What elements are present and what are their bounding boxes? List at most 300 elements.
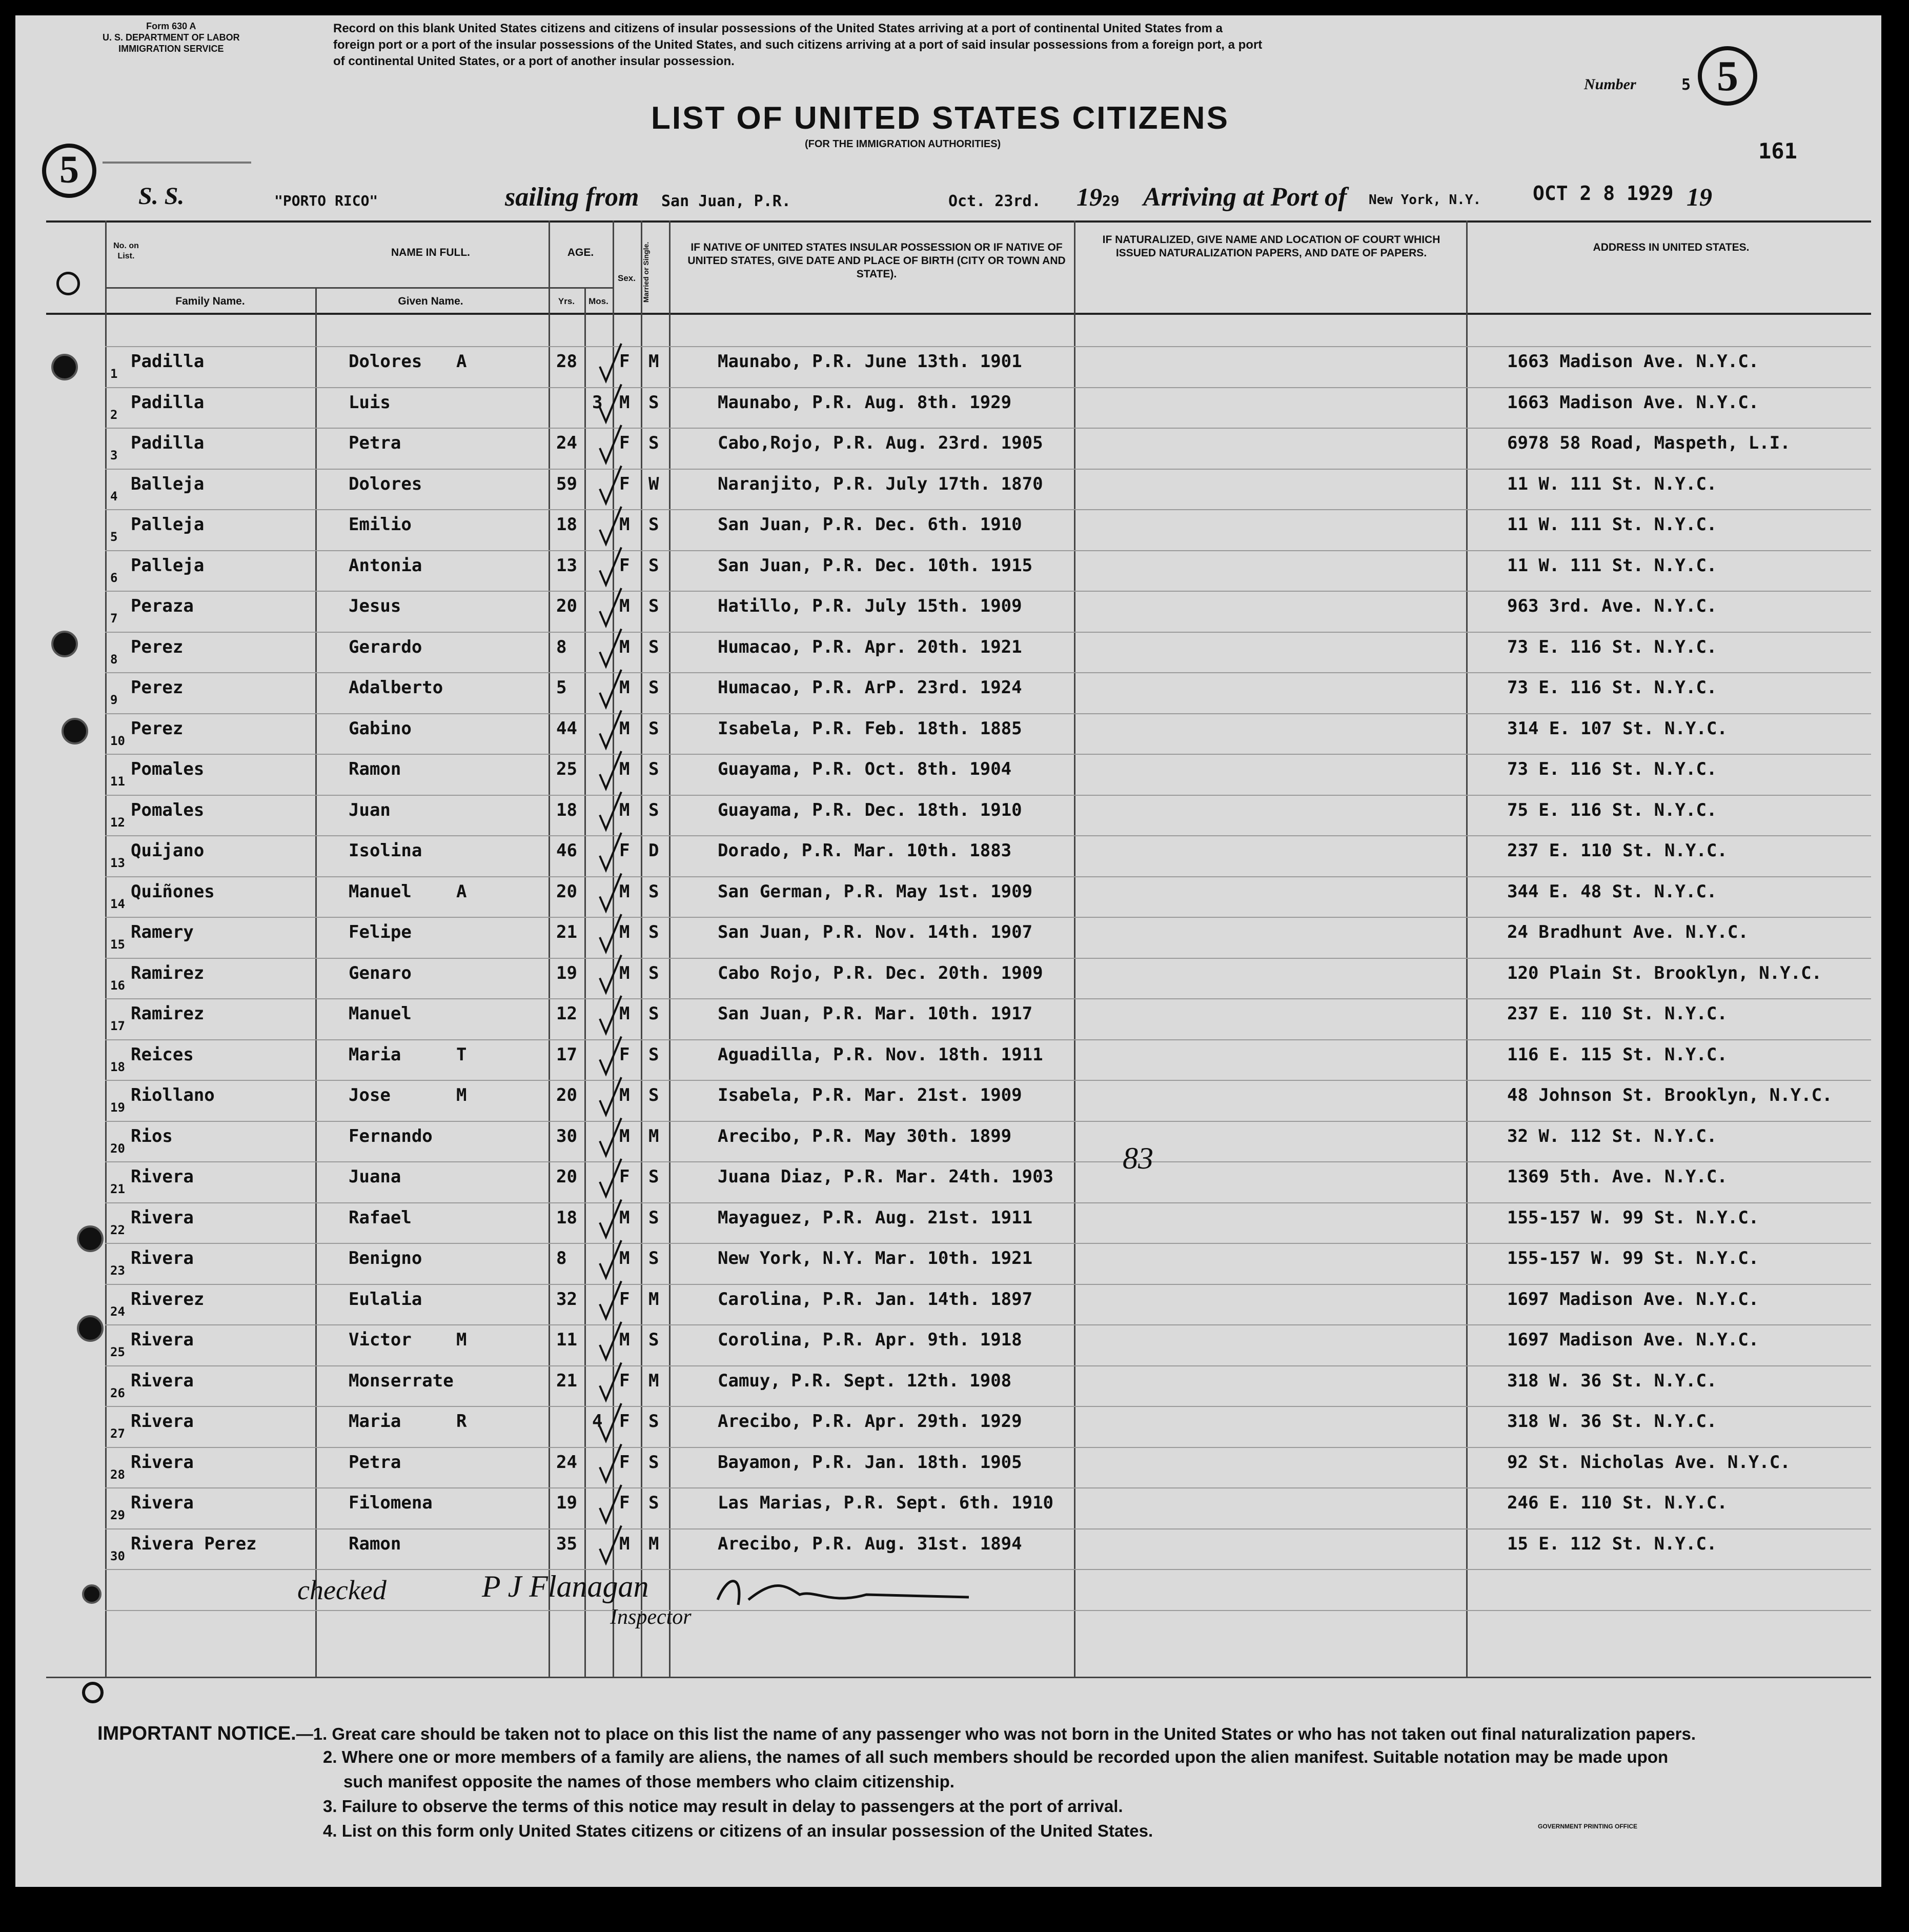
given-name: Luis — [349, 392, 391, 413]
marital-status: S — [648, 392, 659, 413]
marital-status: M — [648, 1370, 659, 1391]
given-name: Juana — [349, 1166, 401, 1187]
us-address: 237 E. 110 St. N.Y.C. — [1507, 840, 1728, 861]
sex-value: F — [619, 351, 630, 372]
inspector-signature: P J Flanagan — [482, 1569, 649, 1603]
age-years: 5 — [556, 677, 567, 698]
marital-status: W — [648, 473, 659, 494]
sailing-date: Oct. 23rd. — [948, 192, 1041, 210]
birth-details: Arecibo, P.R. Aug. 31st. 1894 — [718, 1533, 1022, 1554]
check-mark — [600, 711, 621, 748]
us-address: 318 W. 36 St. N.Y.C. — [1507, 1370, 1717, 1391]
name-initial: R — [456, 1411, 467, 1432]
check-mark — [600, 548, 621, 585]
check-mark — [600, 629, 621, 667]
age-years: 18 — [556, 1207, 577, 1228]
check-mark — [600, 1159, 621, 1196]
check-mark — [600, 466, 621, 504]
check-mark — [600, 1240, 621, 1278]
check-mark — [600, 588, 621, 626]
check-mark — [600, 1526, 621, 1563]
sex-value: M — [619, 514, 630, 535]
check-mark — [600, 833, 621, 870]
sex-value: M — [619, 677, 630, 698]
row-number: 7 — [110, 611, 118, 626]
birth-details: Corolina, P.R. Apr. 9th. 1918 — [718, 1330, 1022, 1350]
birth-details: Guayama, P.R. Dec. 18th. 1910 — [718, 799, 1022, 820]
marital-status: M — [648, 1125, 659, 1146]
inspector-title: Inspector — [610, 1605, 692, 1629]
age-years: 24 — [556, 1452, 577, 1473]
birth-details: New York, N.Y. Mar. 10th. 1921 — [718, 1248, 1033, 1269]
given-name: Juan — [349, 799, 391, 820]
row-number: 28 — [110, 1467, 125, 1482]
check-mark — [600, 425, 621, 462]
marital-status: S — [648, 922, 659, 942]
birth-details: San Juan, P.R. Nov. 14th. 1907 — [718, 922, 1033, 942]
given-name: Ramon — [349, 1533, 401, 1554]
sex-value: F — [619, 1493, 630, 1513]
age-years: 24 — [556, 433, 577, 453]
sex-value: F — [619, 555, 630, 576]
age-years: 44 — [556, 718, 577, 739]
notice-line-5: 4. List on this form only United States citizens or citizens of an insular possession of the United States. — [323, 1821, 1153, 1840]
sex-value: F — [619, 1452, 630, 1473]
age-years: 18 — [556, 799, 577, 820]
given-name: Benigno — [349, 1248, 422, 1269]
given-name: Rafael — [349, 1207, 412, 1228]
given-name: Jesus — [349, 596, 401, 616]
us-address: 15 E. 112 St. N.Y.C. — [1507, 1533, 1717, 1554]
marital-status: S — [648, 1248, 659, 1269]
check-mark — [600, 1118, 621, 1156]
us-address: 73 E. 116 St. N.Y.C. — [1507, 759, 1717, 779]
family-name: Padilla — [131, 392, 205, 413]
marital-status: S — [648, 1044, 659, 1065]
row-number: 23 — [110, 1263, 125, 1278]
manifest-sheet — [15, 15, 1881, 1887]
us-address: 32 W. 112 St. N.Y.C. — [1507, 1125, 1717, 1146]
family-name: Padilla — [131, 351, 205, 372]
sex-value: M — [619, 636, 630, 657]
check-mark — [600, 996, 621, 1033]
given-name: Emilio — [349, 514, 412, 535]
given-name: Manuel — [349, 1003, 412, 1024]
marital-status: M — [648, 351, 659, 372]
family-name: Pomales — [131, 799, 205, 820]
name-initial: M — [456, 1330, 467, 1350]
us-address: 120 Plain St. Brooklyn, N.Y.C. — [1507, 962, 1822, 983]
age-years: 13 — [556, 555, 577, 576]
family-name: Ramirez — [131, 962, 205, 983]
column-header-age: AGE. — [567, 247, 594, 258]
page-number: 161 — [1758, 138, 1797, 164]
row-number: 14 — [110, 896, 125, 911]
age-years: 17 — [556, 1044, 577, 1065]
row-number: 2 — [110, 407, 118, 422]
family-name: Ramirez — [131, 1003, 205, 1024]
age-years: 20 — [556, 1085, 577, 1105]
family-name: Rivera — [131, 1452, 194, 1473]
name-initial: T — [456, 1044, 467, 1065]
age-years: 19 — [556, 1493, 577, 1513]
age-years: 21 — [556, 1370, 577, 1391]
age-years: 20 — [556, 596, 577, 616]
family-name: Rivera — [131, 1330, 194, 1350]
check-mark — [600, 751, 621, 789]
family-name: Pomales — [131, 759, 205, 779]
family-name: Rios — [131, 1125, 173, 1146]
sex-value: M — [619, 1207, 630, 1228]
marital-status: S — [648, 1493, 659, 1513]
age-years: 19 — [556, 962, 577, 983]
family-name: Palleja — [131, 514, 205, 535]
row-number: 27 — [110, 1426, 125, 1441]
column-header-years: Yrs. — [558, 296, 575, 306]
birth-details: San Juan, P.R. Dec. 10th. 1915 — [718, 555, 1033, 576]
checked-annotation: checked — [297, 1575, 387, 1605]
column-header-naturalized: IF NATURALIZED, GIVE NAME AND LOCATION OF COURT WHICH ISSUED NATURALIZATION PAPERS, AND DATE OF PAPERS. — [1102, 234, 1440, 259]
department-name: U. S. DEPARTMENT OF LABOR — [103, 32, 240, 43]
ship-prefix: S. S. — [138, 183, 185, 210]
column-header-given-name: Given Name. — [398, 295, 463, 307]
given-name: Jose — [349, 1085, 391, 1105]
ship-name: "PORTO RICO" — [274, 192, 378, 209]
sex-value: M — [619, 1248, 630, 1269]
us-address: 314 E. 107 St. N.Y.C. — [1507, 718, 1728, 739]
family-name: Rivera — [131, 1411, 194, 1432]
family-name: Ramery — [131, 922, 194, 942]
marital-status: S — [648, 1207, 659, 1228]
us-address: 73 E. 116 St. N.Y.C. — [1507, 677, 1717, 698]
punch-hole — [77, 1225, 104, 1252]
birth-details: Juana Diaz, P.R. Mar. 24th. 1903 — [718, 1166, 1054, 1187]
punch-hole — [62, 718, 88, 744]
birth-details: San German, P.R. May 1st. 1909 — [718, 881, 1033, 902]
sex-value: F — [619, 473, 630, 494]
number-label: Number — [1584, 76, 1636, 93]
check-mark — [600, 507, 621, 544]
row-number: 6 — [110, 570, 118, 585]
row-number: 22 — [110, 1222, 125, 1237]
us-address: 1697 Madison Ave. N.Y.C. — [1507, 1330, 1759, 1350]
marital-status: M — [648, 1533, 659, 1554]
birth-details: Maunabo, P.R. Aug. 8th. 1929 — [718, 392, 1012, 413]
birth-details: Arecibo, P.R. May 30th. 1899 — [718, 1125, 1012, 1146]
marital-status: S — [648, 881, 659, 902]
age-years: 8 — [556, 636, 567, 657]
given-name: Petra — [349, 1452, 401, 1473]
marital-status: S — [648, 596, 659, 616]
birth-details: Guayama, P.R. Oct. 8th. 1904 — [718, 759, 1012, 779]
birth-details: Arecibo, P.R. Apr. 29th. 1929 — [718, 1411, 1022, 1432]
us-address: 344 E. 48 St. N.Y.C. — [1507, 881, 1717, 902]
row-number: 17 — [110, 1019, 125, 1033]
age-years: 59 — [556, 473, 577, 494]
sex-value: F — [619, 840, 630, 861]
year-suffix: 29 — [1102, 192, 1120, 209]
marital-status: S — [648, 433, 659, 453]
age-years: 20 — [556, 881, 577, 902]
birth-details: Mayaguez, P.R. Aug. 21st. 1911 — [718, 1207, 1033, 1228]
age-years: 25 — [556, 759, 577, 779]
sex-value: M — [619, 1330, 630, 1350]
birth-details: Carolina, P.R. Jan. 14th. 1897 — [718, 1289, 1033, 1310]
marital-status: S — [648, 677, 659, 698]
marital-status: D — [648, 840, 659, 861]
punch-hole — [56, 272, 80, 295]
marital-status: S — [648, 1330, 659, 1350]
row-number: 5 — [110, 530, 118, 544]
birth-details: Isabela, P.R. Mar. 21st. 1909 — [718, 1085, 1022, 1105]
check-mark — [600, 1322, 621, 1359]
family-name: Padilla — [131, 433, 205, 453]
circled-number-text: 5 — [1717, 52, 1738, 100]
age-years: 11 — [556, 1330, 577, 1350]
birth-details: Isabela, P.R. Feb. 18th. 1885 — [718, 718, 1022, 739]
sex-value: M — [619, 1085, 630, 1105]
age-years: 30 — [556, 1125, 577, 1146]
us-address: 11 W. 111 St. N.Y.C. — [1507, 514, 1717, 535]
marital-status: S — [648, 1452, 659, 1473]
age-years: 32 — [556, 1289, 577, 1310]
name-initial: A — [456, 881, 467, 902]
age-years: 35 — [556, 1533, 577, 1554]
us-address: 155-157 W. 99 St. N.Y.C. — [1507, 1248, 1759, 1269]
marital-status: S — [648, 555, 659, 576]
sex-value: M — [619, 799, 630, 820]
age-years: 46 — [556, 840, 577, 861]
sex-value: M — [619, 922, 630, 942]
notice-text-1: —1. Great care should be taken not to place on this list the name of any passenger who was not born in the United States or who has not taken out final naturalization papers. — [296, 1724, 1696, 1743]
age-years: 18 — [556, 514, 577, 535]
check-marks — [15, 15, 1881, 1707]
marital-status: S — [648, 962, 659, 983]
name-initial: A — [456, 351, 467, 372]
row-number: 8 — [110, 652, 118, 667]
check-mark — [600, 1403, 621, 1441]
birth-details: Cabo Rojo, P.R. Dec. 20th. 1909 — [718, 962, 1043, 983]
us-address: 1697 Madison Ave. N.Y.C. — [1507, 1289, 1759, 1310]
birth-details: San Juan, P.R. Mar. 10th. 1917 — [718, 1003, 1033, 1024]
given-name: Eulalia — [349, 1289, 422, 1310]
punch-hole — [82, 1584, 101, 1604]
birth-details: Bayamon, P.R. Jan. 18th. 1905 — [718, 1452, 1022, 1473]
family-name: Balleja — [131, 473, 205, 494]
family-name: Rivera — [131, 1166, 194, 1187]
name-initial: M — [456, 1085, 467, 1105]
given-name: Fernando — [349, 1125, 433, 1146]
row-number: 9 — [110, 693, 118, 707]
age-years: 28 — [556, 351, 577, 372]
family-name: Quijano — [131, 840, 205, 861]
row-number: 3 — [110, 448, 118, 462]
check-mark — [600, 955, 621, 993]
column-header-months: Mos. — [588, 296, 608, 306]
sex-value: F — [619, 1370, 630, 1391]
family-name: Riverez — [131, 1289, 205, 1310]
birth-details: Las Marias, P.R. Sept. 6th. 1910 — [718, 1493, 1054, 1513]
family-name: Perez — [131, 636, 184, 657]
family-name: Perez — [131, 718, 184, 739]
check-mark — [600, 1077, 621, 1115]
row-number: 19 — [110, 1100, 125, 1115]
marital-status: S — [648, 759, 659, 779]
us-address: 24 Bradhunt Ave. N.Y.C. — [1507, 922, 1749, 942]
column-header-address: ADDRESS IN UNITED STATES. — [1593, 242, 1750, 253]
printer-imprint: GOVERNMENT PRINTING OFFICE — [1538, 1823, 1638, 1830]
given-name: Monserrate — [349, 1370, 454, 1391]
sex-value: F — [619, 1289, 630, 1310]
punch-hole — [51, 631, 78, 657]
sex-value: M — [619, 718, 630, 739]
notice-line-1 — [97, 1723, 1696, 1745]
check-mark — [600, 874, 621, 911]
age-years: 12 — [556, 1003, 577, 1024]
given-name: Felipe — [349, 922, 412, 942]
record-note-line-2: foreign port or a port of the insular possessions of the United States, and such citizens arriving at a port of said insular possessions from a foreign port, a port — [333, 38, 1263, 52]
column-header-name: NAME IN FULL. — [391, 247, 470, 258]
given-name: Antonia — [349, 555, 422, 576]
birth-details: Maunabo, P.R. June 13th. 1901 — [718, 351, 1022, 372]
birth-details: Naranjito, P.R. July 17th. 1870 — [718, 473, 1043, 494]
birth-details: Aguadilla, P.R. Nov. 18th. 1911 — [718, 1044, 1043, 1065]
check-mark — [600, 792, 621, 830]
us-address: 11 W. 111 St. N.Y.C. — [1507, 555, 1717, 576]
row-number: 12 — [110, 815, 125, 830]
column-header-number: No. on List. — [113, 242, 139, 260]
marital-status: S — [648, 1085, 659, 1105]
check-mark — [600, 385, 621, 422]
row-number: 18 — [110, 1059, 125, 1074]
birth-details: San Juan, P.R. Dec. 6th. 1910 — [718, 514, 1022, 535]
family-name: Riollano — [131, 1085, 215, 1105]
check-mark — [600, 1037, 621, 1074]
family-name: Palleja — [131, 555, 205, 576]
given-name: Maria — [349, 1044, 401, 1065]
given-name: Gabino — [349, 718, 412, 739]
family-name: Rivera — [131, 1370, 194, 1391]
birth-details: Humacao, P.R. Apr. 20th. 1921 — [718, 636, 1022, 657]
sex-value: M — [619, 1533, 630, 1554]
birth-details: Camuy, P.R. Sept. 12th. 1908 — [718, 1370, 1012, 1391]
punch-hole — [77, 1315, 104, 1342]
column-header-sex: Sex. — [618, 273, 636, 283]
form-number: Form 630 A — [146, 21, 196, 31]
check-mark — [600, 1363, 621, 1400]
column-header-family-name: Family Name. — [175, 295, 245, 307]
age-years: 21 — [556, 922, 577, 942]
given-name: Adalberto — [349, 677, 443, 698]
service-name: IMMIGRATION SERVICE — [118, 44, 224, 54]
us-address: 246 E. 110 St. N.Y.C. — [1507, 1493, 1728, 1513]
sex-value: F — [619, 1044, 630, 1065]
left-circled-number-text: 5 — [59, 148, 79, 191]
birth-details: Hatillo, P.R. July 15th. 1909 — [718, 596, 1022, 616]
check-mark — [600, 670, 621, 707]
given-name: Dolores — [349, 473, 422, 494]
marital-status: M — [648, 1289, 659, 1310]
marital-status: S — [648, 799, 659, 820]
age-years: 8 — [556, 1248, 567, 1269]
check-mark — [600, 344, 621, 381]
notice-heading: IMPORTANT NOTICE. — [97, 1723, 296, 1744]
us-address: 92 St. Nicholas Ave. N.Y.C. — [1507, 1452, 1791, 1473]
given-name: Maria — [349, 1411, 401, 1432]
birth-details: Dorado, P.R. Mar. 10th. 1883 — [718, 840, 1012, 861]
row-number: 30 — [110, 1548, 125, 1563]
arriving-label: Arriving at Port of — [1143, 183, 1347, 212]
marital-status: S — [648, 718, 659, 739]
page-subtitle: (FOR THE IMMIGRATION AUTHORITIES) — [805, 138, 1001, 150]
family-name: Perez — [131, 677, 184, 698]
us-address: 155-157 W. 99 St. N.Y.C. — [1507, 1207, 1759, 1228]
row-number: 21 — [110, 1182, 125, 1196]
notice-line-3: such manifest opposite the names of those members who claim citizenship. — [343, 1772, 954, 1791]
column-header-married: Married or Single. — [642, 242, 650, 303]
row-number: 4 — [110, 489, 118, 504]
us-address: 1663 Madison Ave. N.Y.C. — [1507, 351, 1759, 372]
column-header-birth: IF NATIVE OF UNITED STATES INSULAR POSSESSION OR IF NATIVE OF UNITED STATES, GIVE DATE AND PLACE OF BIRTH (CITY OR TOWN AND STATE). — [687, 242, 1066, 280]
check-mark — [600, 1444, 621, 1482]
us-address: 75 E. 116 St. N.Y.C. — [1507, 799, 1717, 820]
sex-value: M — [619, 1125, 630, 1146]
row-number: 26 — [110, 1385, 125, 1400]
row-number: 16 — [110, 978, 125, 993]
row-number: 29 — [110, 1508, 125, 1522]
family-name: Peraza — [131, 596, 194, 616]
marital-status: S — [648, 1166, 659, 1187]
family-name: Quiñones — [131, 881, 215, 902]
marital-status: S — [648, 636, 659, 657]
sailing-from-label: sailing from — [505, 183, 639, 212]
us-address: 963 3rd. Ave. N.Y.C. — [1507, 596, 1717, 616]
sex-value: M — [619, 881, 630, 902]
given-name: Gerardo — [349, 636, 422, 657]
birth-details: Cabo,Rojo, P.R. Aug. 23rd. 1905 — [718, 433, 1043, 453]
us-address: 6978 58 Road, Maspeth, L.I. — [1507, 433, 1791, 453]
year-prefix: 19 — [1077, 183, 1102, 211]
sex-value: F — [619, 1411, 630, 1432]
arrival-date-stamp: OCT 2 8 1929 — [1533, 182, 1674, 205]
given-name: Dolores — [349, 351, 422, 372]
check-mark — [600, 1281, 621, 1319]
family-name: Rivera — [131, 1493, 194, 1513]
check-mark — [600, 1200, 621, 1237]
row-number: 11 — [110, 774, 125, 789]
notice-line-2: 2. Where one or more members of a family are aliens, the names of all such members should be recorded upon the alien manifest. Suitable notation may be made upon — [323, 1747, 1669, 1766]
arrival-port: New York, N.Y. — [1369, 192, 1481, 208]
marital-status: S — [648, 1003, 659, 1024]
punch-hole — [82, 1682, 104, 1703]
notice-line-4: 3. Failure to observe the terms of this notice may result in delay to passengers at the port of arrival. — [323, 1797, 1123, 1816]
number-value: 5 — [1681, 76, 1691, 94]
age-months: 4 — [592, 1411, 603, 1432]
arrival-year-prefix: 19 — [1687, 183, 1712, 211]
sex-value: M — [619, 759, 630, 779]
check-mark — [600, 914, 621, 952]
family-name: Rivera Perez — [131, 1533, 257, 1554]
given-name: Petra — [349, 433, 401, 453]
given-name: Isolina — [349, 840, 422, 861]
us-address: 116 E. 115 St. N.Y.C. — [1507, 1044, 1728, 1065]
us-address: 11 W. 111 St. N.Y.C. — [1507, 473, 1717, 494]
punch-hole — [51, 354, 78, 380]
us-address: 1663 Madison Ave. N.Y.C. — [1507, 392, 1759, 413]
sex-value: F — [619, 1166, 630, 1187]
marital-status: S — [648, 514, 659, 535]
family-name: Rivera — [131, 1248, 194, 1269]
